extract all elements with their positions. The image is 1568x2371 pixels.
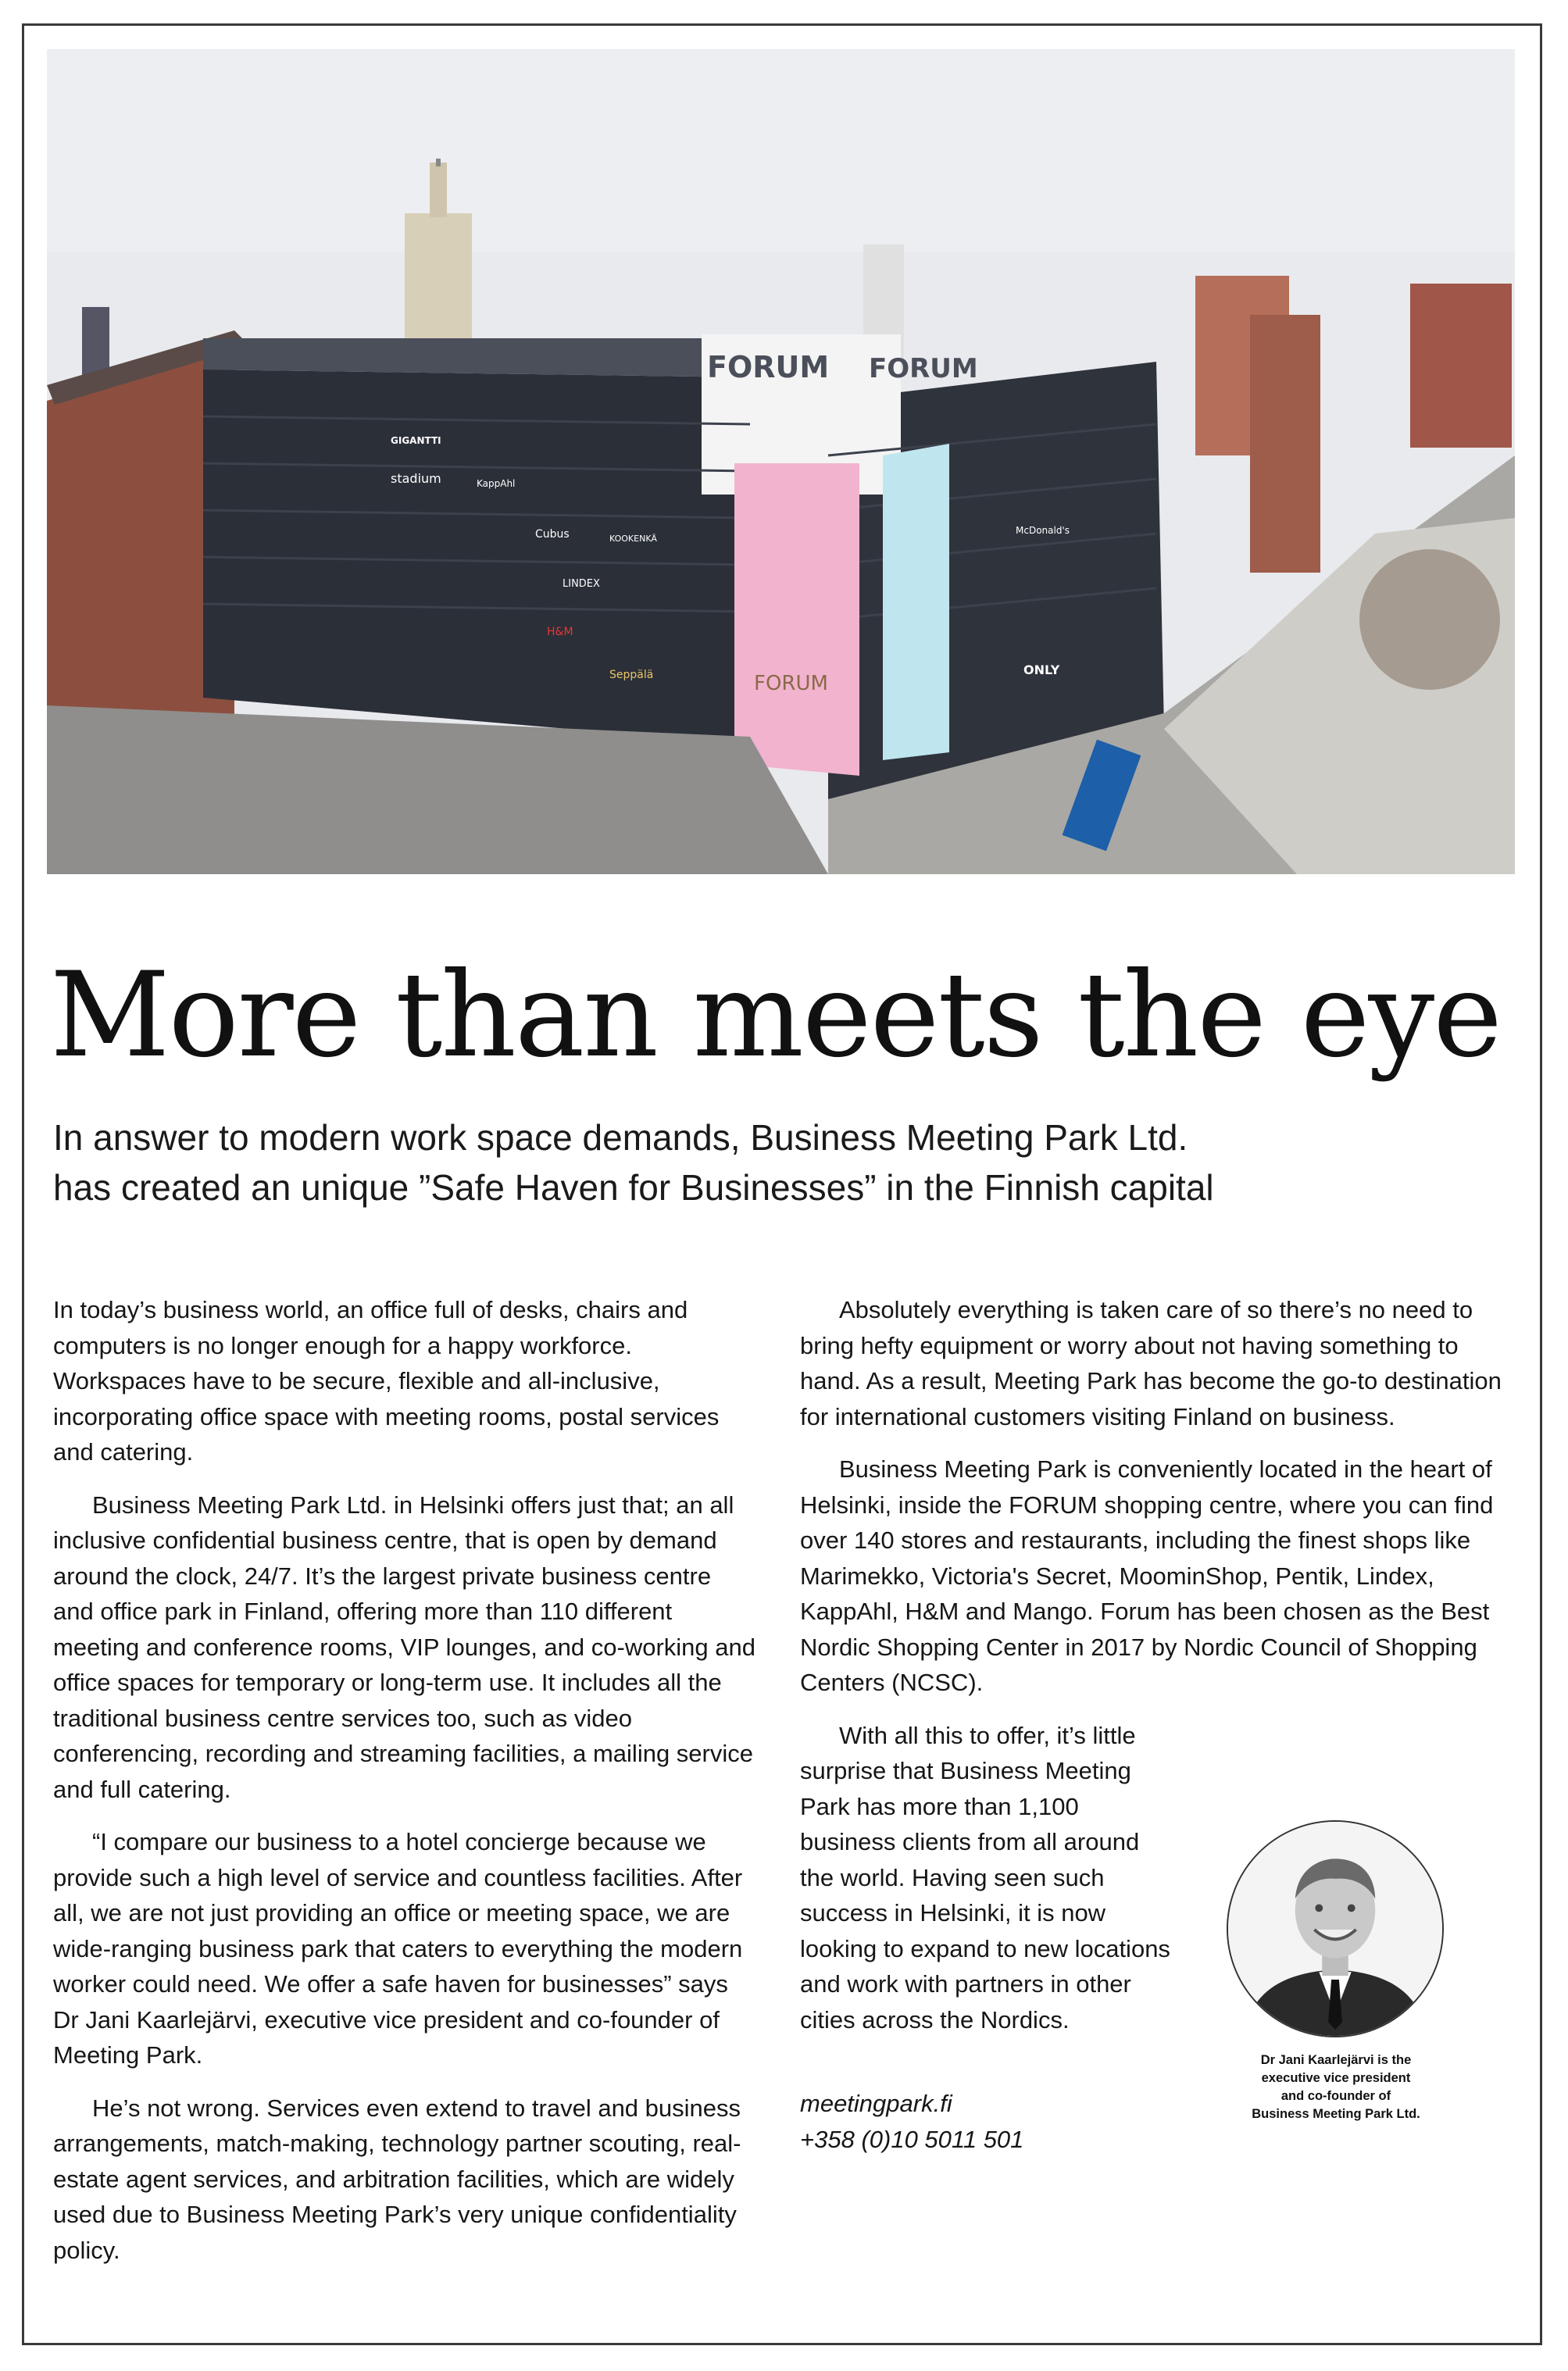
banner-forum-logo: FORUM (754, 672, 828, 695)
store-sign-mcdonalds: McDonald's (1016, 525, 1070, 536)
store-sign-cubus: Cubus (535, 528, 570, 541)
portrait-image (1228, 1822, 1442, 2036)
forum-sign-left: FORUM (707, 350, 830, 384)
body-paragraph: He’s not wrong. Services even extend to travel and business arrangements, match-making, technology partner scouting, real-estate agent services, and arbitration facilities, which are widely used due to Business Meeting Park’s very unique confidentiality policy. (53, 2094, 741, 2264)
website-link[interactable]: meetingpark.fi (800, 2090, 952, 2117)
article-deck (53, 1112, 1475, 1212)
body-paragraph: Business Meeting Park is conveniently located in the heart of Helsinki, inside the FORUM shopping centre, where you can find over 140 stores and restaurants, including the finest shops like Marimekko, Victoria's Secret, MoominShop, Pentik, Lindex, KappAhl, H&M and Mango. Forum has been chosen as the Best Nordic Shopping Center in 2017 by Nordic Council of Shopping Centers (NCSC). (800, 1455, 1494, 1696)
body-paragraph: “I compare our business to a hotel concierge because we provide such a high level of service and countless facilities. After all, we are not just providing an office or meeting space, we are wide-ranging business park that caters to everything the modern worker could need. We offer a safe haven for businesses” says Dr Jani Kaarlejärvi, executive vice president and co-founder of Meeting Park. (53, 1828, 743, 2069)
hero-photo (47, 49, 1515, 874)
caption-line: and co-founder of (1280, 2089, 1391, 2103)
store-sign-stadium: stadium (391, 471, 441, 486)
portrait-photo (1227, 1820, 1444, 2037)
body-paragraph: In today’s business world, an office full of desks, chairs and computers is no longer enough for a happy workforce. Workspaces have to be secure, flexible and all-inclusive, incorporating office space with meeting rooms, postal services and catering. (53, 1296, 720, 1466)
store-sign-lindex: LINDEX (563, 578, 600, 590)
store-sign-kookenka: KOOKENKÄ (609, 534, 657, 544)
right-column (800, 1292, 1503, 2157)
store-sign-gigantti: GIGANTTI (391, 435, 441, 446)
caption-line: executive vice president (1261, 2071, 1411, 2085)
article-headline: More than meets the eye (50, 948, 1501, 1084)
caption-line: Business Meeting Park Ltd. (1252, 2107, 1420, 2121)
store-sign-kappahl: KappAhl (477, 478, 516, 489)
deck-line-1: In answer to modern work space demands, Business Meeting Park Ltd. (53, 1117, 1188, 1158)
body-paragraph: With all this to offer, it’s little surprise that Business Meeting Park has more than 1,100 business clients from all around the world. Having seen such success in Helsinki, it is now looking to expand to new locations and work with partners in other cities across the Nordics. (800, 1721, 1170, 2034)
deck-line-2: has created an unique ”Safe Haven for Businesses” in the Finnish capital (53, 1167, 1214, 1208)
portrait-caption (1203, 2051, 1469, 2123)
phone-number: +358 (0)10 5011 501 (800, 2125, 1024, 2153)
store-sign-seppala: Seppälä (609, 669, 654, 681)
body-paragraph: Absolutely everything is taken care of so there’s no need to bring hefty equipment or worry about not having something to hand. As a result, Meeting Park has become the go-to destination for international customers visiting Finland on business. (800, 1296, 1502, 1430)
forum-sign-right: FORUM (869, 353, 978, 384)
store-sign-hm: H&M (547, 626, 573, 638)
left-column (53, 1292, 756, 2285)
store-sign-only: ONLY (1023, 662, 1060, 677)
caption-line: Dr Jani Kaarlejärvi is the (1260, 2053, 1412, 2067)
forum-building-photo (47, 49, 1515, 874)
body-paragraph: Business Meeting Park Ltd. in Helsinki offers just that; an all inclusive confidential business centre, that is open by demand around the clock, 24/7. It’s the largest private business centre and office park in Finland, offering more than 110 different meeting and conference rooms, VIP lounges, and co-working and office spaces for temporary or long-term use. It includes all the traditional business centre services too, such as video conferencing, recording and streaming facilities, a mailing service and full catering. (53, 1491, 755, 1803)
